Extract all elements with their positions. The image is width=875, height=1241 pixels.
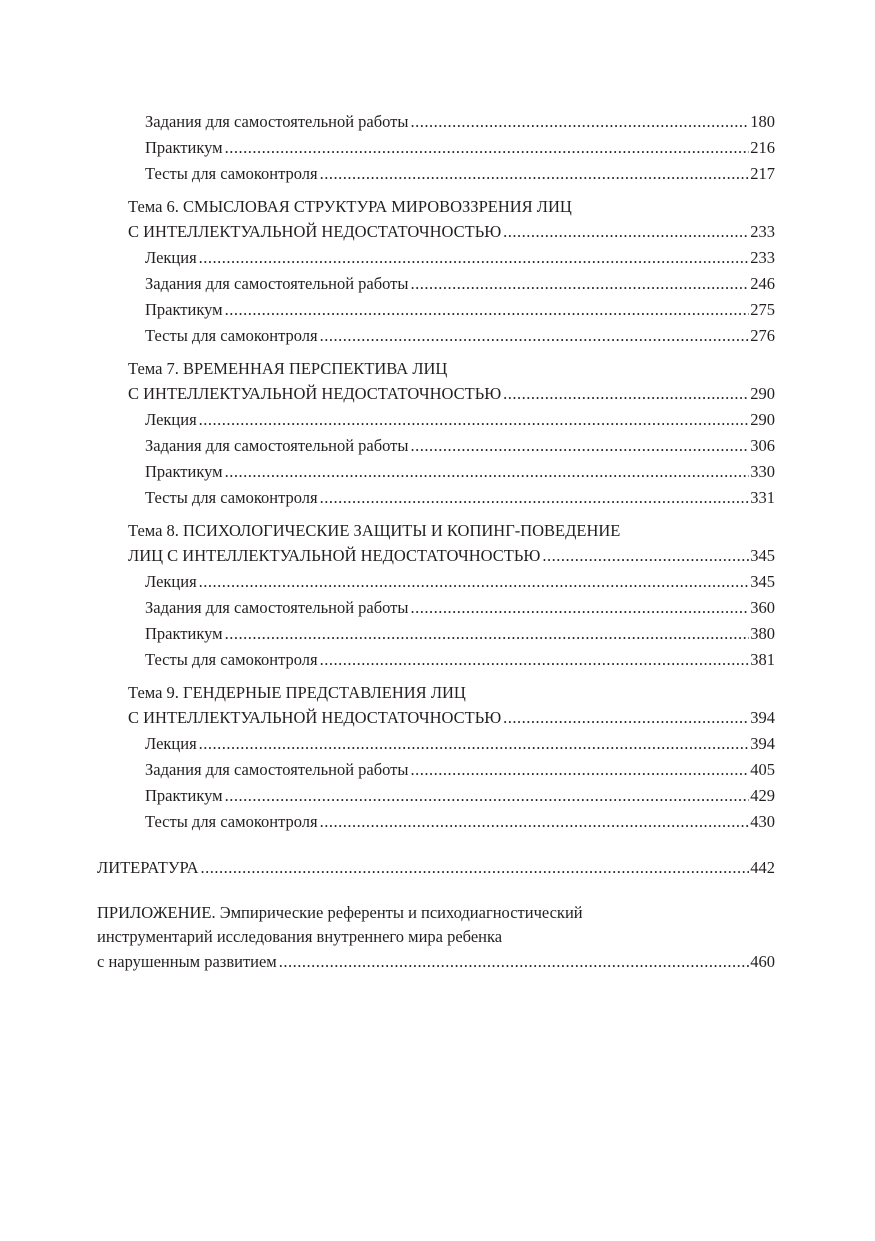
toc-entry[interactable] <box>0 407 775 433</box>
toc-entry-label: Тесты для самоконтроля <box>145 812 318 831</box>
dot-leader <box>225 783 750 809</box>
dot-leader <box>542 543 749 569</box>
appendix-title: инструментарий исследования внутреннего мира ребенка <box>97 927 503 946</box>
dot-leader <box>410 271 749 297</box>
toc-entry-page: 246 <box>750 274 775 293</box>
dot-leader <box>199 731 750 757</box>
toc-entry-label: Практикум <box>145 624 223 643</box>
theme-page: 345 <box>750 546 775 565</box>
toc-entry-page: 405 <box>750 760 775 779</box>
theme-title: С ИНТЕЛЛЕКТУАЛЬНОЙ НЕДОСТАТОЧНОСТЬЮ <box>128 222 502 241</box>
toc-theme-entry[interactable] <box>0 705 775 731</box>
dot-leader <box>410 433 749 459</box>
dot-leader <box>320 161 750 187</box>
dot-leader <box>199 569 750 595</box>
theme-page: 394 <box>750 708 775 727</box>
toc-entry-label: Лекция <box>145 734 197 753</box>
toc-entry[interactable] <box>0 271 775 297</box>
toc-entry-label: Практикум <box>145 462 223 481</box>
toc-entry[interactable] <box>0 323 775 349</box>
toc-entry[interactable] <box>0 757 775 783</box>
dot-leader <box>503 219 749 245</box>
toc-theme-entry[interactable] <box>0 219 775 245</box>
toc-entry[interactable] <box>0 595 775 621</box>
toc-entry-page: 430 <box>750 812 775 831</box>
toc-entry-page: 429 <box>750 786 775 805</box>
dot-leader <box>225 621 750 647</box>
appendix-page: 460 <box>750 952 775 971</box>
toc-entry[interactable] <box>0 485 775 511</box>
theme-title: Тема 8. ПСИХОЛОГИЧЕСКИЕ ЗАЩИТЫ И КОПИНГ-ПОВЕДЕНИЕ <box>128 521 621 540</box>
literature-label: ЛИТЕРАТУРА <box>97 858 199 877</box>
toc-entry-label: Практикум <box>145 786 223 805</box>
toc-entry-label: Лекция <box>145 572 197 591</box>
theme-title: Тема 7. ВРЕМЕННАЯ ПЕРСПЕКТИВА ЛИЦ <box>128 359 448 378</box>
toc-entry-page: 217 <box>750 164 775 183</box>
dot-leader <box>320 809 750 835</box>
dot-leader <box>410 757 749 783</box>
toc-entry-page: 331 <box>750 488 775 507</box>
dot-leader <box>320 323 750 349</box>
toc-entry[interactable] <box>0 569 775 595</box>
theme-title: С ИНТЕЛЛЕКТУАЛЬНОЙ НЕДОСТАТОЧНОСТЬЮ <box>128 384 502 403</box>
table-of-contents <box>0 109 875 975</box>
toc-entry[interactable] <box>0 621 775 647</box>
theme-title: ЛИЦ С ИНТЕЛЛЕКТУАЛЬНОЙ НЕДОСТАТОЧНОСТЬЮ <box>128 546 541 565</box>
toc-entry-label: Лекция <box>145 410 197 429</box>
dot-leader <box>199 407 750 433</box>
toc-entry-label: Тесты для самоконтроля <box>145 164 318 183</box>
toc-entry[interactable] <box>0 297 775 323</box>
dot-leader <box>410 109 749 135</box>
toc-entry-label: Тесты для самоконтроля <box>145 488 318 507</box>
literature-page: 442 <box>750 858 775 877</box>
toc-entry-label: Задания для самостоятельной работы <box>145 274 409 293</box>
toc-entry[interactable] <box>0 109 775 135</box>
dot-leader <box>225 459 750 485</box>
dot-leader <box>199 245 750 271</box>
dot-leader <box>279 949 750 975</box>
toc-entry[interactable] <box>0 135 775 161</box>
toc-entry-page: 180 <box>750 112 775 131</box>
toc-entry[interactable] <box>0 783 775 809</box>
toc-entry[interactable] <box>0 245 775 271</box>
dot-leader <box>201 855 750 881</box>
toc-entry[interactable] <box>0 809 775 835</box>
theme-title: С ИНТЕЛЛЕКТУАЛЬНОЙ НЕДОСТАТОЧНОСТЬЮ <box>128 708 502 727</box>
toc-entry-label: Задания для самостоятельной работы <box>145 598 409 617</box>
toc-entry-page: 380 <box>750 624 775 643</box>
dot-leader <box>225 135 750 161</box>
dot-leader <box>225 297 750 323</box>
toc-entry-page: 233 <box>750 248 775 267</box>
theme-title: Тема 6. СМЫСЛОВАЯ СТРУКТУРА МИРОВОЗЗРЕНИЯ ЛИЦ <box>128 197 572 216</box>
theme-page: 233 <box>750 222 775 241</box>
toc-entry-page: 306 <box>750 436 775 455</box>
toc-entry-page: 290 <box>750 410 775 429</box>
toc-entry-label: Тесты для самоконтроля <box>145 650 318 669</box>
toc-entry-page: 345 <box>750 572 775 591</box>
theme-page: 290 <box>750 384 775 403</box>
toc-entry[interactable] <box>0 731 775 757</box>
dot-leader <box>503 381 749 407</box>
toc-entry-page: 275 <box>750 300 775 319</box>
toc-entry-page: 360 <box>750 598 775 617</box>
toc-entry-label: Задания для самостоятельной работы <box>145 112 409 131</box>
appendix-title: с нарушенным развитием <box>97 952 277 971</box>
toc-entry-page: 276 <box>750 326 775 345</box>
appendix-title-line <box>0 925 775 949</box>
toc-entry[interactable] <box>0 647 775 673</box>
theme-title-line <box>0 519 775 543</box>
dot-leader <box>410 595 749 621</box>
theme-title-line <box>0 357 775 381</box>
toc-entry-page: 216 <box>750 138 775 157</box>
toc-entry[interactable] <box>0 161 775 187</box>
toc-entry-page: 381 <box>750 650 775 669</box>
toc-entry-page: 394 <box>750 734 775 753</box>
toc-entry-label: Лекция <box>145 248 197 267</box>
appendix-title: ПРИЛОЖЕНИЕ. Эмпирические референты и психодиагностический <box>97 903 583 922</box>
toc-entry-label: Практикум <box>145 138 223 157</box>
toc-entry-label: Задания для самостоятельной работы <box>145 760 409 779</box>
toc-literature-entry[interactable] <box>0 855 775 881</box>
toc-entry-label: Задания для самостоятельной работы <box>145 436 409 455</box>
theme-title: Тема 9. ГЕНДЕРНЫЕ ПРЕДСТАВЛЕНИЯ ЛИЦ <box>128 683 466 702</box>
theme-title-line <box>0 681 775 705</box>
dot-leader <box>320 647 750 673</box>
toc-theme-entry[interactable] <box>0 543 775 569</box>
toc-entry[interactable] <box>0 433 775 459</box>
toc-theme-entry[interactable] <box>0 381 775 407</box>
dot-leader <box>320 485 750 511</box>
appendix-title-line <box>0 901 775 925</box>
toc-entry-label: Тесты для самоконтроля <box>145 326 318 345</box>
theme-title-line <box>0 195 775 219</box>
toc-entry-page: 330 <box>750 462 775 481</box>
toc-entry-label: Практикум <box>145 300 223 319</box>
toc-entry[interactable] <box>0 459 775 485</box>
dot-leader <box>503 705 749 731</box>
toc-appendix-entry[interactable] <box>0 949 775 975</box>
